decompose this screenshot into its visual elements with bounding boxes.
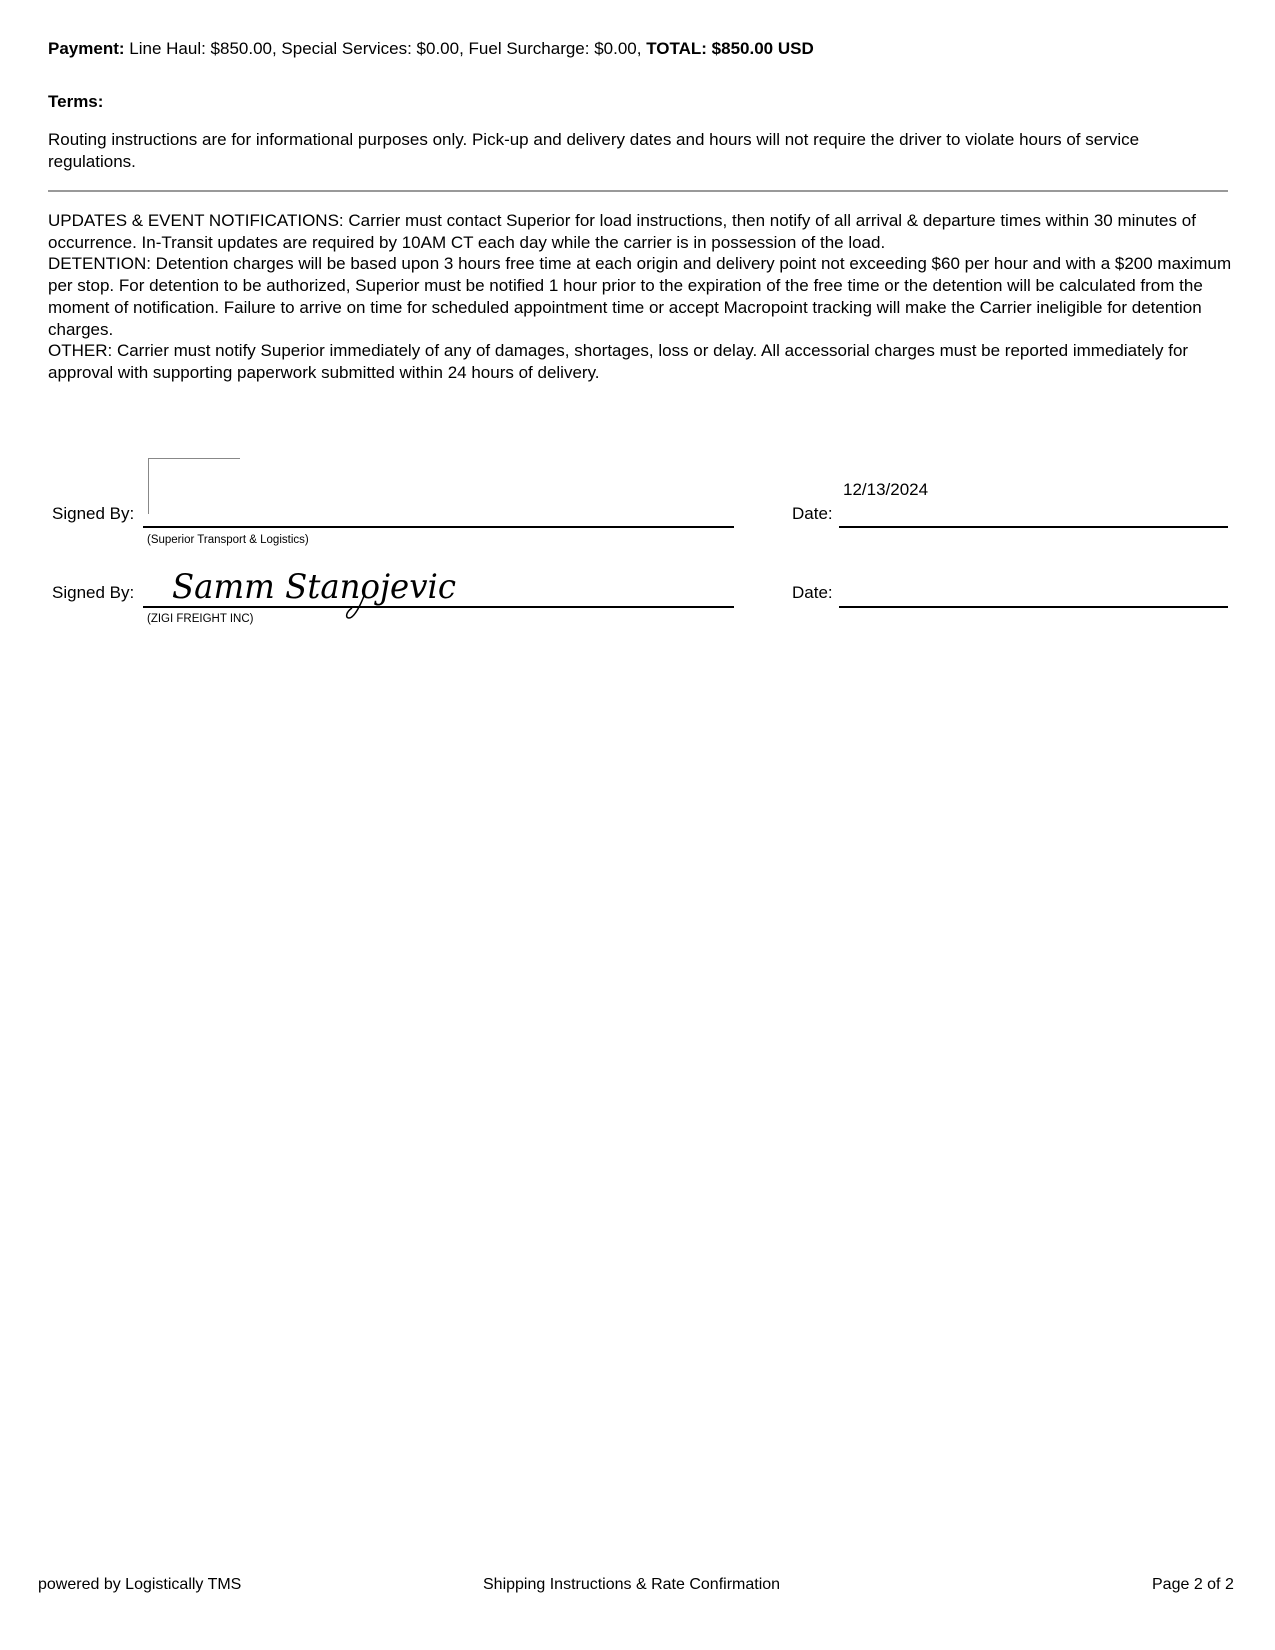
broker-date-label: Date: (792, 504, 833, 523)
carrier-party-name: (ZIGI FREIGHT INC) (147, 613, 254, 625)
footer-document-title: Shipping Instructions & Rate Confirmation (483, 1576, 781, 1593)
broker-date-line (839, 526, 1228, 528)
terms-heading: Terms: (48, 92, 104, 111)
carrier-signed-by-label: Signed By: (52, 583, 135, 602)
payment-total: TOTAL: $850.00 USD (646, 39, 814, 58)
other-notice: OTHER: Carrier must notify Superior immediately of any of damages, shortages, loss or delay. All accessorial charges must be reported immediately for approval with supporting paperwork submitted within 24 hours of delivery. (48, 341, 1189, 382)
broker-signature-line (143, 526, 734, 528)
carrier-date-line (839, 606, 1228, 608)
footer-powered-by: powered by Logistically TMS (38, 1576, 242, 1593)
carrier-notices (48, 210, 1238, 384)
broker-signed-by-label: Signed By: (52, 504, 135, 523)
section-divider (48, 190, 1228, 192)
carrier-date-label: Date: (792, 583, 833, 602)
payment-details: Line Haul: $850.00, Special Services: $0.00, Fuel Surcharge: $0.00, (129, 39, 642, 58)
carrier-signature-line (143, 606, 734, 608)
broker-date-value: 12/13/2024 (843, 480, 929, 499)
payment-label: Payment: (48, 39, 125, 58)
broker-signature-field[interactable] (148, 458, 240, 514)
footer-page-number: Page 2 of 2 (1152, 1576, 1234, 1593)
terms-body: Routing instructions are for informational purposes only. Pick-up and delivery dates and hours will not require the driver to violate hours of service regulations. (48, 130, 1140, 171)
detention-notice: DETENTION: Detention charges will be based upon 3 hours free time at each origin and delivery point not exceeding $60 per hour and with a $200 maximum per stop. For detention to be authorized, Superior must be notified 1 hour prior to the expiration of the free time or the detention will be calculated from the moment of notification. Failure to arrive on time for scheduled appointment time or accept Macropoint tracking will make the Carrier ineligible for detention charges. (48, 254, 1232, 339)
carrier-signature-text: Samm Stanojevic (172, 567, 456, 607)
payment-summary (48, 38, 814, 60)
broker-party-name: (Superior Transport & Logistics) (147, 534, 309, 546)
updates-notice: UPDATES & EVENT NOTIFICATIONS: Carrier must contact Superior for load instructions, then notify of all arrival & departure times within 30 minutes of occurrence. In-Transit updates are required by 10AM CT each day while the carrier is in possession of the load. (48, 211, 1196, 252)
